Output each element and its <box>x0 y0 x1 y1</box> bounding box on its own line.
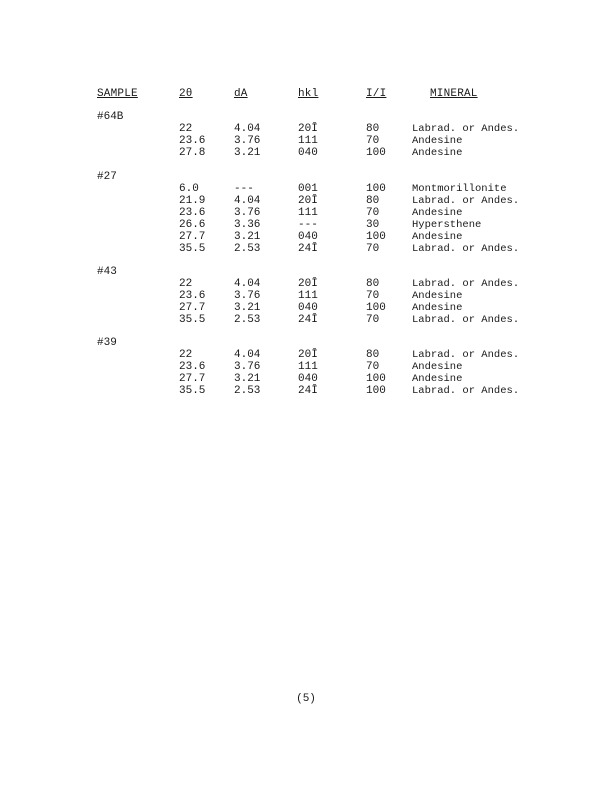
intensity-cell: 80 <box>366 349 380 361</box>
da-cell: 3.36 <box>234 219 261 231</box>
two-theta-cell: 27.7 <box>179 231 206 243</box>
two-theta-cell: 35.5 <box>179 385 206 397</box>
intensity-cell: 70 <box>366 207 380 219</box>
hkl-cell: 111 <box>298 361 318 373</box>
mineral-cell: Labrad. or Andes. <box>412 349 520 361</box>
mineral-cell: Labrad. or Andes. <box>412 385 520 397</box>
da-cell: 4.04 <box>234 349 261 361</box>
da-cell: 2.53 <box>234 314 261 326</box>
hkl-cell: 24Ī <box>298 314 318 326</box>
mineral-cell: Andesine <box>412 361 463 373</box>
da-cell: 3.21 <box>234 147 261 159</box>
table-row <box>0 195 612 207</box>
intensity-cell: 100 <box>366 385 386 397</box>
da-cell: 3.21 <box>234 231 261 243</box>
two-theta-cell: 22 <box>179 349 193 361</box>
da-cell: 3.76 <box>234 361 261 373</box>
hkl-cell: 040 <box>298 147 318 159</box>
table-row <box>0 361 612 373</box>
da-cell: --- <box>234 183 254 195</box>
da-cell: 3.21 <box>234 302 261 314</box>
intensity-cell: 80 <box>366 123 380 135</box>
two-theta-cell: 27.7 <box>179 373 206 385</box>
da-cell: 3.76 <box>234 290 261 302</box>
intensity-cell: 70 <box>366 314 380 326</box>
table-row <box>0 147 612 159</box>
hkl-cell: 001 <box>298 183 318 195</box>
header-mineral: MINERAL <box>430 88 478 100</box>
table-row <box>0 290 612 302</box>
da-cell: 3.76 <box>234 207 261 219</box>
hkl-cell: 24Ī <box>298 385 318 397</box>
intensity-cell: 100 <box>366 373 386 385</box>
mineral-cell: Andesine <box>412 147 463 159</box>
header-intensity: I/I <box>366 88 387 100</box>
intensity-cell: 70 <box>366 135 380 147</box>
da-cell: 4.04 <box>234 123 261 135</box>
sample-label: #43 <box>97 266 117 278</box>
hkl-cell: --- <box>298 219 318 231</box>
mineral-cell: Labrad. or Andes. <box>412 195 520 207</box>
intensity-cell: 100 <box>366 231 386 243</box>
mineral-cell: Labrad. or Andes. <box>412 278 520 290</box>
hkl-cell: 20Ī <box>298 349 318 361</box>
intensity-cell: 100 <box>366 183 386 195</box>
hkl-cell: 111 <box>298 207 318 219</box>
table-row <box>0 349 612 361</box>
intensity-cell: 30 <box>366 219 380 231</box>
two-theta-cell: 23.6 <box>179 207 206 219</box>
table-row <box>0 314 612 326</box>
intensity-cell: 100 <box>366 147 386 159</box>
two-theta-cell: 23.6 <box>179 290 206 302</box>
two-theta-cell: 23.6 <box>179 135 206 147</box>
table-row <box>0 135 612 147</box>
intensity-cell: 80 <box>366 195 380 207</box>
two-theta-cell: 35.5 <box>179 314 206 326</box>
two-theta-cell: 22 <box>179 123 193 135</box>
two-theta-cell: 23.6 <box>179 361 206 373</box>
header-da: dA <box>234 88 248 100</box>
header-sample: SAMPLE <box>97 88 138 100</box>
header-two-theta: 2θ <box>179 88 193 100</box>
intensity-cell: 70 <box>366 290 380 302</box>
da-cell: 4.04 <box>234 278 261 290</box>
mineral-cell: Hypersthene <box>412 219 482 231</box>
sample-label: #27 <box>97 171 117 183</box>
intensity-cell: 70 <box>366 243 380 255</box>
table-row <box>0 123 612 135</box>
two-theta-cell: 26.6 <box>179 219 206 231</box>
hkl-cell: 040 <box>298 373 318 385</box>
da-cell: 3.76 <box>234 135 261 147</box>
intensity-cell: 80 <box>366 278 380 290</box>
table-row <box>0 219 612 231</box>
two-theta-cell: 27.8 <box>179 147 206 159</box>
mineral-cell: Andesine <box>412 373 463 385</box>
two-theta-cell: 35.5 <box>179 243 206 255</box>
table-row <box>0 385 612 397</box>
table-row <box>0 231 612 243</box>
hkl-cell: 20Ī <box>298 123 318 135</box>
mineral-cell: Andesine <box>412 231 463 243</box>
intensity-cell: 100 <box>366 302 386 314</box>
table-row <box>0 183 612 195</box>
mineral-cell: Andesine <box>412 135 463 147</box>
da-cell: 3.21 <box>234 373 261 385</box>
sample-label: #39 <box>97 337 117 349</box>
hkl-cell: 111 <box>298 135 318 147</box>
da-cell: 2.53 <box>234 243 261 255</box>
two-theta-cell: 22 <box>179 278 193 290</box>
sample-label: #64B <box>97 111 124 123</box>
da-cell: 4.04 <box>234 195 261 207</box>
hkl-cell: 20Ī <box>298 278 318 290</box>
page-number: (5) <box>296 693 316 705</box>
two-theta-cell: 27.7 <box>179 302 206 314</box>
mineral-cell: Montmorillonite <box>412 183 507 195</box>
table-row <box>0 278 612 290</box>
hkl-cell: 20Ī <box>298 195 318 207</box>
two-theta-cell: 6.0 <box>179 183 199 195</box>
header-hkl: hkl <box>298 88 319 100</box>
mineral-cell: Andesine <box>412 290 463 302</box>
hkl-cell: 24Ī <box>298 243 318 255</box>
mineral-cell: Labrad. or Andes. <box>412 314 520 326</box>
hkl-cell: 040 <box>298 231 318 243</box>
two-theta-cell: 21.9 <box>179 195 206 207</box>
intensity-cell: 70 <box>366 361 380 373</box>
table-row <box>0 373 612 385</box>
mineral-cell: Labrad. or Andes. <box>412 243 520 255</box>
table-row <box>0 302 612 314</box>
hkl-cell: 040 <box>298 302 318 314</box>
mineral-cell: Andesine <box>412 302 463 314</box>
hkl-cell: 111 <box>298 290 318 302</box>
mineral-cell: Labrad. or Andes. <box>412 123 520 135</box>
da-cell: 2.53 <box>234 385 261 397</box>
mineral-cell: Andesine <box>412 207 463 219</box>
table-row <box>0 243 612 255</box>
table-row <box>0 207 612 219</box>
